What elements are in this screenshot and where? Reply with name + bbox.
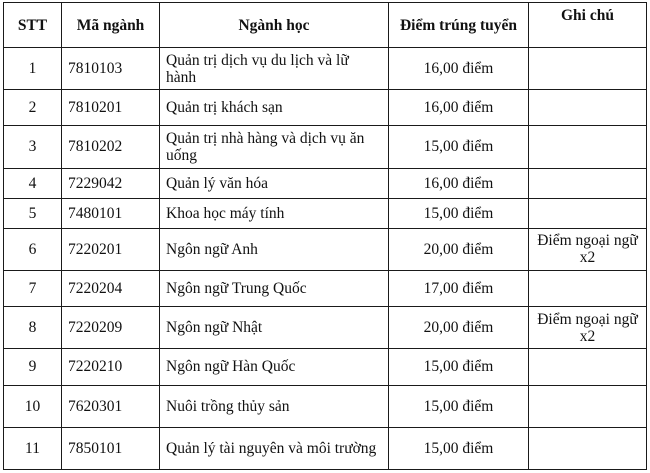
cell-major: Nuôi trồng thủy sản — [160, 385, 389, 427]
cell-code: 7850101 — [62, 427, 160, 469]
header-major: Ngành học — [160, 3, 389, 48]
cell-stt: 7 — [4, 271, 62, 307]
cell-stt: 3 — [4, 126, 62, 168]
cell-score: 20,00 điểm — [389, 228, 529, 270]
table-row — [4, 271, 647, 307]
cell-note — [529, 168, 647, 198]
cell-major: Quản lý văn hóa — [160, 168, 389, 198]
table-row — [4, 198, 647, 228]
header-code: Mã ngành — [62, 3, 160, 48]
header-score: Điểm trúng tuyển — [389, 3, 529, 48]
cell-score: 15,00 điểm — [389, 349, 529, 385]
admissions-score-table — [3, 2, 647, 470]
cell-major: Quản trị dịch vụ du lịch và lữ hành — [160, 48, 389, 90]
cell-stt: 8 — [4, 307, 62, 349]
header-row — [4, 3, 647, 48]
cell-score: 15,00 điểm — [389, 198, 529, 228]
cell-code: 7220201 — [62, 228, 160, 270]
header-note: Ghi chú — [529, 3, 647, 48]
cell-major: Ngôn ngữ Nhật — [160, 307, 389, 349]
table-row — [4, 228, 647, 270]
cell-stt: 5 — [4, 198, 62, 228]
cell-note — [529, 48, 647, 90]
table-row — [4, 307, 647, 349]
cell-major: Quản trị khách sạn — [160, 90, 389, 126]
table-row — [4, 126, 647, 168]
cell-stt: 10 — [4, 385, 62, 427]
cell-note — [529, 271, 647, 307]
cell-stt: 6 — [4, 228, 62, 270]
cell-code: 7220210 — [62, 349, 160, 385]
cell-note — [529, 126, 647, 168]
cell-note: Điểm ngoại ngữ x2 — [529, 228, 647, 270]
cell-note — [529, 349, 647, 385]
cell-major: Quản trị nhà hàng và dịch vụ ăn uống — [160, 126, 389, 168]
cell-major: Ngôn ngữ Anh — [160, 228, 389, 270]
cell-note — [529, 198, 647, 228]
cell-major: Quản lý tài nguyên và môi trường — [160, 427, 389, 469]
cell-score: 20,00 điểm — [389, 307, 529, 349]
cell-stt: 4 — [4, 168, 62, 198]
table-row — [4, 349, 647, 385]
table-row — [4, 168, 647, 198]
cell-score: 16,00 điểm — [389, 168, 529, 198]
cell-code: 7810103 — [62, 48, 160, 90]
table-body — [4, 48, 647, 470]
cell-code: 7220204 — [62, 271, 160, 307]
admissions-table-container — [3, 2, 646, 470]
cell-major: Ngôn ngữ Hàn Quốc — [160, 349, 389, 385]
cell-stt: 2 — [4, 90, 62, 126]
cell-note — [529, 385, 647, 427]
cell-note — [529, 427, 647, 469]
cell-score: 17,00 điểm — [389, 271, 529, 307]
cell-code: 7810202 — [62, 126, 160, 168]
cell-score: 15,00 điểm — [389, 427, 529, 469]
header-stt: STT — [4, 3, 62, 48]
table-row — [4, 385, 647, 427]
cell-code: 7229042 — [62, 168, 160, 198]
cell-stt: 9 — [4, 349, 62, 385]
cell-stt: 11 — [4, 427, 62, 469]
cell-score: 15,00 điểm — [389, 385, 529, 427]
table-header — [4, 3, 647, 48]
table-row — [4, 427, 647, 469]
cell-code: 7620301 — [62, 385, 160, 427]
cell-score: 16,00 điểm — [389, 48, 529, 90]
table-row — [4, 48, 647, 90]
table-row — [4, 90, 647, 126]
cell-note: Điểm ngoại ngữ x2 — [529, 307, 647, 349]
cell-major: Ngôn ngữ Trung Quốc — [160, 271, 389, 307]
cell-score: 15,00 điểm — [389, 126, 529, 168]
cell-note — [529, 90, 647, 126]
cell-major: Khoa học máy tính — [160, 198, 389, 228]
cell-code: 7480101 — [62, 198, 160, 228]
cell-score: 16,00 điểm — [389, 90, 529, 126]
cell-stt: 1 — [4, 48, 62, 90]
cell-code: 7220209 — [62, 307, 160, 349]
cell-code: 7810201 — [62, 90, 160, 126]
